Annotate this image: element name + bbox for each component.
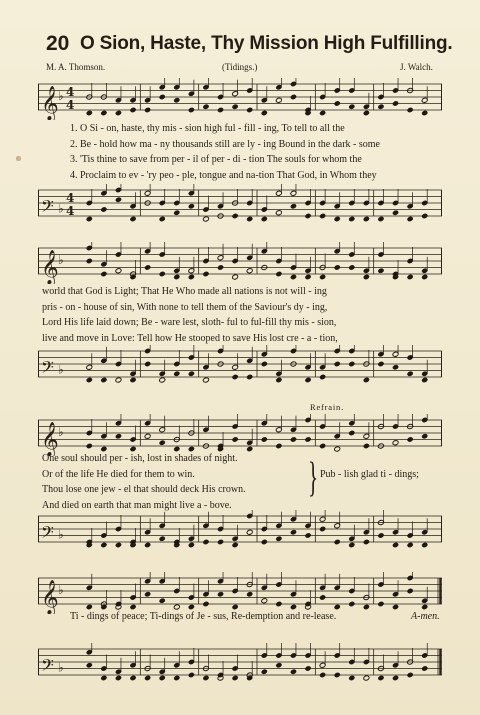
note-head [86,258,93,264]
note-head [217,265,224,271]
note-head [334,604,341,610]
bass-clef-icon: 𝄢 [41,196,54,220]
verse-brace: } [308,455,319,501]
note-head [115,268,122,274]
note-head [392,440,399,446]
note-head [334,539,341,545]
note-head [421,604,428,610]
note-head [232,374,239,380]
note-head [159,377,166,383]
hymn-number: 20 [46,32,70,55]
key-flat-icon: ♭ [58,201,64,216]
note-head [173,675,180,681]
note-head [421,433,428,439]
note-head [130,216,137,222]
note-head [203,216,210,222]
note-head [276,271,283,277]
note-head [203,104,210,110]
note-head [334,446,341,452]
note-head [203,539,210,545]
note-head [392,604,399,610]
note-head [86,216,93,222]
note-head [232,213,239,219]
treble-clef-icon: 𝄞 [41,422,59,456]
note-head [246,268,253,274]
note-head [130,377,137,383]
composer-credit: J. Walch. [400,62,433,72]
note-head [188,107,195,113]
note-head [261,110,268,116]
note-head [305,274,312,280]
note-head [261,216,268,222]
note-head [261,539,268,545]
lyric-line: 4. Proclaim to ev - 'ry peo - ple, tongue and na-tion That God, in Whom they [70,169,377,181]
note-head [188,371,195,377]
note-head [348,361,355,367]
note-head [334,216,341,222]
note-head [261,669,268,675]
staff-bass-2 [38,345,442,387]
staff-bass-4 [38,643,442,685]
note-head [305,437,312,443]
note-head [188,274,195,280]
note-head [173,97,180,103]
note-head [217,539,224,545]
note-head [159,536,166,542]
time-signature-digit: 4 [66,204,75,218]
note-head [144,675,151,681]
note-head [261,361,268,367]
note-head [101,207,108,213]
note-head [246,216,253,222]
refrain-label: Refrain. [310,402,345,412]
note-head [101,271,108,277]
note-head [86,377,93,383]
treble-clef-icon: 𝄞 [41,86,59,120]
note-head [144,591,151,597]
note-head [188,604,195,610]
note-head [407,274,414,280]
page-blemish [16,156,21,161]
lyrics-system-3 [42,451,246,513]
note-head [305,666,312,672]
note-head [130,604,137,610]
note-head [421,110,428,116]
note-head [407,542,414,548]
note-head [203,675,210,681]
treble-clef-icon: 𝄞 [41,580,59,614]
note-head [378,216,385,222]
note-head [232,104,239,110]
note-head [348,601,355,607]
note-head [159,675,166,681]
note-head [159,440,166,446]
lyrics-system-1 [70,121,380,183]
lyric-line: Or of the life He died for them to win. [42,468,195,480]
note-head [319,274,326,280]
note-head [348,430,355,436]
note-head [407,588,414,594]
treble-clef-icon: 𝄞 [41,250,59,284]
note-head [115,377,122,383]
note-head [378,533,385,539]
lyric-line-final: Ti - dings of peace; Ti-dings of Je - sus, Re-demption and re-lease. [70,611,337,622]
note-head [363,604,370,610]
note-head [246,107,253,113]
note-head [363,274,370,280]
note-head [290,94,297,100]
note-head [348,675,355,681]
note-head [173,604,180,610]
author-credit: M. A. Thomson. [46,62,106,72]
lyric-line: pris - on - house of sin, With none to tell them of the Saviour's dy - ing, [42,301,328,313]
note-head [334,101,341,107]
note-head [378,675,385,681]
note-head [159,216,166,222]
hymn-heading [46,32,453,60]
note-head [392,364,399,370]
note-head [378,361,385,367]
note-head [217,591,224,597]
note-head [276,97,283,103]
note-head [232,604,239,610]
note-head [305,377,312,383]
time-signature-digit: 4 [66,98,75,112]
note-head [203,601,210,607]
note-head [115,110,122,116]
note-head [407,371,414,377]
note-head [101,675,108,681]
note-head [246,529,253,535]
note-head [173,371,180,377]
note-head [246,446,253,452]
note-head [407,216,414,222]
lyric-line: 3. 'Tis thine to save from per - il of per - di - tion The souls for whom the [70,154,362,165]
note-head [363,443,370,449]
hymn-title: O Sion, Haste, Thy Mission High Fulfilling. [80,33,453,54]
lyric-line: Thou lose one jew - el that should deck His crown. [42,484,246,495]
note-head [363,675,370,681]
note-head [115,433,122,439]
note-head [421,542,428,548]
note-head [217,107,224,113]
bass-clef-icon: 𝄢 [41,522,54,546]
note-head [86,604,93,610]
refrain-lyric: Pub - lish glad ti - dings; [320,469,419,480]
note-head [421,666,428,672]
bass-clef-icon: 𝄢 [41,357,54,381]
note-head [305,533,312,539]
note-head [290,274,297,280]
staff-bass-3 [38,510,442,552]
note-head [290,437,297,443]
note-head [101,377,108,383]
note-head [290,604,297,610]
note-head [232,274,239,280]
note-head [319,526,326,532]
note-head [232,675,239,681]
note-head [319,443,326,449]
note-head [290,669,297,675]
note-head [421,274,428,280]
note-head [407,107,414,113]
note-head [378,104,385,110]
bass-clef-icon: 𝄢 [41,655,54,679]
note-head [378,268,385,274]
lyric-line: 2. Be - hold how ma - ny thousands still are ly - ing Bound in the dark - some [70,138,380,150]
lyric-line: One soul should per - ish, lost in shades of night. [42,453,238,464]
note-head [319,672,326,678]
note-head [378,601,385,607]
note-head [348,542,355,548]
note-head [144,542,151,548]
note-head [319,595,326,601]
note-head [203,271,210,277]
note-head [276,601,283,607]
note-head [86,443,93,449]
note-head [144,265,151,271]
key-flat-icon: ♭ [58,362,64,377]
note-head [363,110,370,116]
note-head [246,374,253,380]
note-head [407,672,414,678]
note-head [144,361,151,367]
note-head [188,672,195,678]
staff-bass-1 [38,184,442,226]
note-head [290,529,297,535]
time-signature-digit: 4 [66,191,75,205]
key-flat-icon: ♭ [58,253,64,267]
note-head [421,213,428,219]
note-head [276,443,283,449]
note-head [86,110,93,116]
note-head [392,675,399,681]
note-head [173,274,180,280]
note-head [392,101,399,107]
note-head [319,213,326,219]
note-head [101,542,108,548]
note-head [392,210,399,216]
note-head [407,437,414,443]
note-head [421,377,428,383]
note-head [276,662,283,668]
lyric-line: 1. O Si - on, haste, thy mis - sion high ful - fill - ing, To tell to all the [70,123,345,134]
key-flat-icon: ♭ [58,527,64,542]
note-head [261,437,268,443]
note-head [290,203,297,209]
key-flat-icon: ♭ [58,89,64,103]
note-head [261,598,268,604]
note-head [232,542,239,548]
note-head [130,675,137,681]
note-head [363,216,370,222]
note-head [130,107,137,113]
note-head [334,361,341,367]
note-head [276,536,283,542]
note-head [232,437,239,443]
note-head [188,542,195,548]
note-head [276,210,283,216]
staff-treble-4 [38,572,442,614]
note-head [348,265,355,271]
note-head [101,110,108,116]
lyric-line: live and move in Love: Tell how He stooped to save His lost cre - a - tion, [42,332,338,344]
staff-treble-1 [38,78,442,120]
note-head [319,374,326,380]
note-head [363,539,370,545]
lyric-line: Lord His life laid down; Be - ware lest, sloth- ful to ful-fill thy mis - sion, [42,317,337,328]
note-head [144,433,151,439]
note-head [115,542,122,548]
key-flat-icon: ♭ [58,583,64,597]
lyric-line: world that God is Light; That He Who made all nations is not will - ing [42,286,327,297]
key-flat-icon: ♭ [58,660,64,675]
note-head [159,94,166,100]
amen-label: A-men. [411,611,440,622]
note-head [363,377,370,383]
lyric-line: And died on earth that man might live a - bove. [42,499,232,511]
note-head [173,210,180,216]
note-head [115,675,122,681]
note-head [334,265,341,271]
lyrics-system-2 [42,284,338,346]
note-head [392,542,399,548]
note-head [348,104,355,110]
time-signature-digit: 4 [66,85,75,99]
note-head [348,216,355,222]
note-head [305,213,312,219]
note-head [115,197,122,203]
note-head [334,672,341,678]
note-head [86,662,93,668]
staff-treble-3 [38,414,442,456]
note-head [188,203,195,209]
note-head [319,110,326,116]
note-head [159,598,166,604]
note-head [203,377,210,383]
note-head [159,271,166,277]
tune-name: (Tidings.) [222,62,258,72]
staff-treble-2 [38,242,442,284]
key-flat-icon: ♭ [58,425,64,439]
note-head [246,591,253,597]
note-head [144,107,151,113]
note-head [276,377,283,383]
